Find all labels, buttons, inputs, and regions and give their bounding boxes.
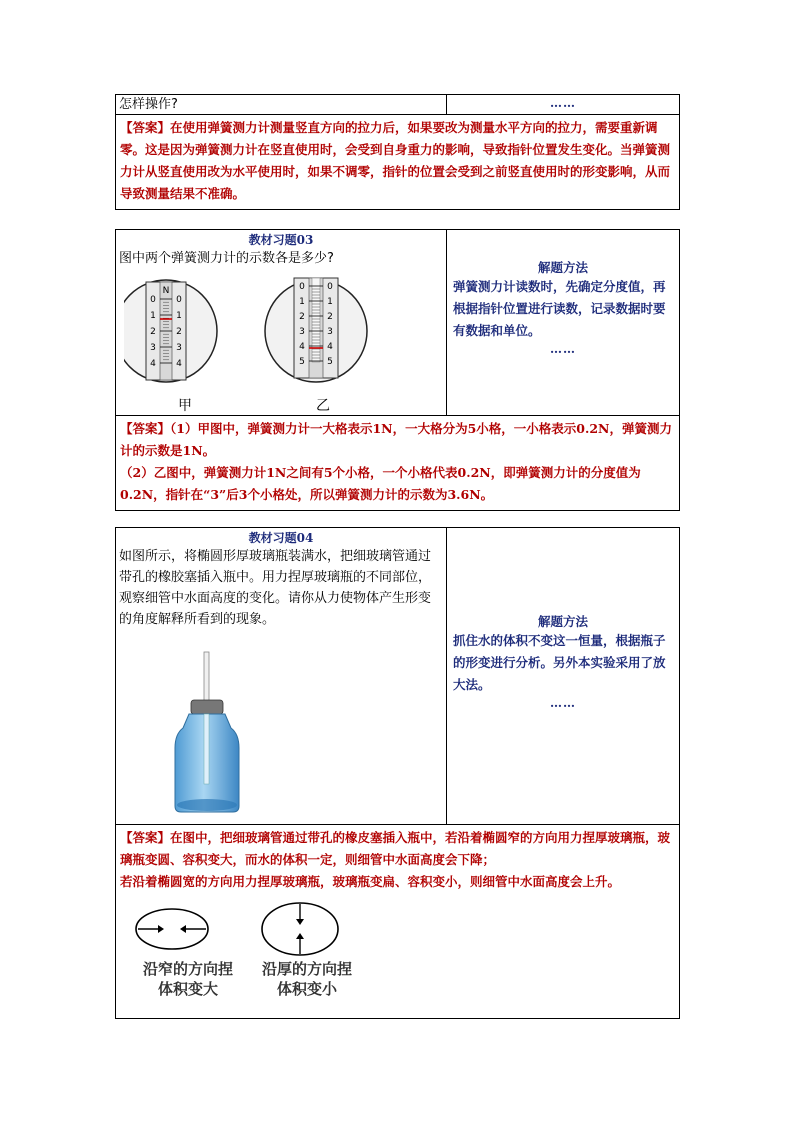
block3-question-cell bbox=[116, 528, 447, 824]
bottle-figure bbox=[171, 648, 291, 818]
block1-answer-row bbox=[116, 115, 679, 209]
block3-title: 教材习题04 bbox=[248, 531, 314, 545]
left-gauge-tick-label: 1 bbox=[150, 311, 156, 321]
spring-scale-right bbox=[265, 278, 367, 382]
answer-p1-text: 在图中，把细玻璃管通过带孔的橡皮塞插入瓶中，若沿着椭圆窄的方向用力捏厚玻璃瓶，玻璃瓶变圆、容积变大，而水的体积一定，则细管中水面高度会下降； bbox=[120, 830, 671, 867]
right-gauge-tick-label: 4 bbox=[299, 342, 305, 352]
spring-scale-figures bbox=[124, 274, 444, 414]
answer-text: 在使用弹簧测力计测量竖直方向的拉力后，如果要改为测量水平方向的拉力，需要重新调零。这是因为弹簧测力计在竖直使用时，会受到自身重力的影响，导致指针位置发生变化。当弹簧测力计从竖直使用改为水平使用时，如果不调零，指针的位置会受到之前竖直使用时的形变影响，从而导致测量结果不准确。 bbox=[120, 120, 671, 201]
right-gauge-tick-label: 4 bbox=[327, 342, 333, 352]
right-gauge-tick-label: 5 bbox=[327, 357, 333, 367]
left-gauge-tick-label: 1 bbox=[176, 311, 182, 321]
left-gauge-tick-label: 2 bbox=[176, 327, 182, 337]
answer-tag: 【答案】 bbox=[120, 830, 171, 845]
left-gauge-tick-label: 4 bbox=[150, 359, 156, 369]
block1-question-row bbox=[116, 95, 679, 115]
block2-answer bbox=[116, 416, 679, 510]
block2-question-cell bbox=[116, 230, 447, 415]
block3-method-title: 解题方法 bbox=[537, 614, 588, 629]
block3-answer-p2: 若沿着椭圆宽的方向用力捏厚玻璃瓶，玻璃瓶变扁、容积变小，则细管中水面高度会上升。 bbox=[120, 874, 621, 889]
block3-answer-row bbox=[116, 825, 679, 1018]
block2-method-title: 解题方法 bbox=[537, 260, 588, 275]
left-gauge-tick-label: 0 bbox=[150, 295, 156, 305]
block3-dots: …… bbox=[550, 696, 576, 710]
block1-answer bbox=[116, 115, 679, 209]
ellipse-narrow-squeeze bbox=[136, 909, 208, 949]
label-yi: 乙 bbox=[316, 398, 330, 414]
block2-question: 图中两个弹簧测力计的示数各是多少? bbox=[119, 251, 334, 266]
block3-method-text: 抓住水的体积不变这一恒量，根据瓶子的形变进行分析。另外本实验采用了放大法。 bbox=[453, 633, 666, 692]
block3-table bbox=[115, 527, 680, 1019]
right-gauge-tick-label: 2 bbox=[327, 312, 333, 322]
answer-tag: 【答案】 bbox=[120, 120, 171, 135]
right-gauge-tick-label: 2 bbox=[299, 312, 305, 322]
block2-answer-p2: （2）乙图中，弹簧测力计1N之间有5个小格，一个小格代表0.2N，即弹簧测力计的分度值为0.2N，指针在“3”后3个小格处，所以弹簧测力计的示数为3.6N。 bbox=[120, 465, 641, 502]
block2-table bbox=[115, 229, 680, 511]
answer-tag: 【答案】 bbox=[120, 421, 171, 436]
block2-dots: …… bbox=[550, 342, 576, 356]
label-jia: 甲 bbox=[178, 398, 192, 414]
block2-title: 教材习题03 bbox=[248, 233, 314, 247]
block1-question-tail: 怎样操作? bbox=[116, 95, 447, 114]
right-gauge-tick-label: 1 bbox=[327, 297, 333, 307]
caption-right-2: 体积变小 bbox=[276, 980, 337, 998]
left-gauge-tick-label: 4 bbox=[176, 359, 182, 369]
right-gauge-tick-label: 5 bbox=[299, 357, 305, 367]
block2-main-row bbox=[116, 230, 679, 416]
right-gauge-tick-label: 3 bbox=[299, 327, 305, 337]
caption-right-1: 沿厚的方向捏 bbox=[261, 960, 352, 978]
right-gauge-tick-label: 1 bbox=[299, 297, 305, 307]
block3-method-cell bbox=[447, 528, 679, 824]
block3-answer-p1 bbox=[120, 827, 675, 871]
right-gauge-tick-label: 0 bbox=[327, 282, 333, 292]
block2-method-text: 弹簧测力计读数时，先确定分度值，再根据指针位置进行读数，记录数据时要有数据和单位。 bbox=[453, 279, 666, 338]
right-gauge-tick-label: 3 bbox=[327, 327, 333, 337]
left-gauge-tick-label: 3 bbox=[176, 343, 182, 353]
block1-dots: …… bbox=[550, 96, 576, 110]
block2-answer-row bbox=[116, 416, 679, 510]
left-gauge-tick-label: 0 bbox=[176, 295, 182, 305]
block2-method-cell bbox=[447, 230, 679, 415]
ellipse-thick-squeeze bbox=[262, 903, 338, 955]
block3-question: 如图所示，将椭圆形厚玻璃瓶装满水，把细玻璃管通过带孔的橡胶塞插入瓶中。用力捏厚玻璃瓶的不同部位，观察细管中水面高度的变化。请你从力使物体产生形变的角度解释所看到的现象。 bbox=[119, 549, 432, 627]
right-gauge-tick-label: 0 bbox=[299, 282, 305, 292]
block3-main-row bbox=[116, 528, 679, 825]
caption-left bbox=[138, 959, 238, 999]
caption-left-2: 体积变大 bbox=[157, 980, 218, 998]
left-unit-label: N bbox=[162, 286, 170, 296]
block1-table bbox=[115, 94, 680, 210]
ellipse-diagrams bbox=[132, 901, 372, 961]
left-gauge-tick-label: 2 bbox=[150, 327, 156, 337]
caption-right bbox=[252, 959, 362, 999]
block2-answer-p1 bbox=[120, 418, 675, 462]
caption-left-1: 沿窄的方向捏 bbox=[142, 960, 233, 978]
block3-answer bbox=[116, 825, 679, 1018]
spring-scale-left bbox=[124, 280, 217, 382]
answer-p1-text: （1）甲图中，弹簧测力计一大格表示1N，一大格分为5小格，一小格表示0.2N，弹簧测力计的示数是1N。 bbox=[120, 421, 672, 458]
left-gauge-tick-label: 3 bbox=[150, 343, 156, 353]
